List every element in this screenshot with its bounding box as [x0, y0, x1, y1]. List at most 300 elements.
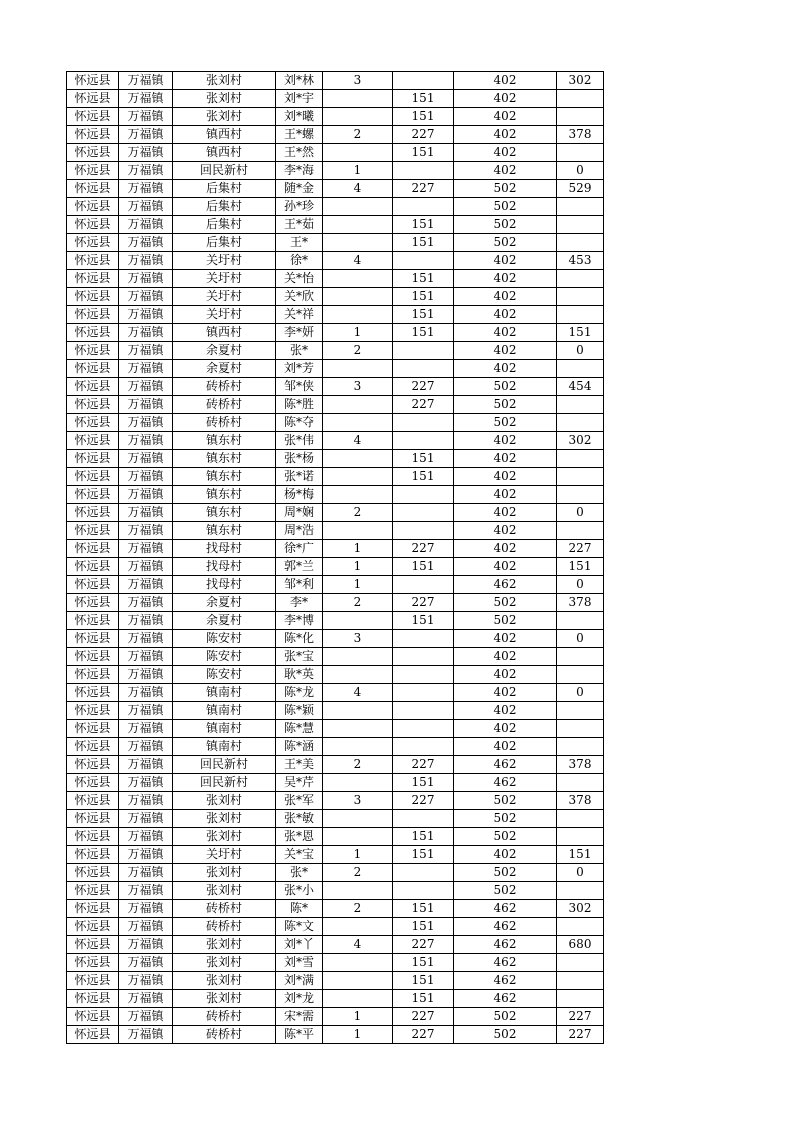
amount-cell — [557, 774, 604, 792]
county-cell: 怀远县 — [67, 450, 119, 468]
village-cell: 张刘村 — [173, 954, 276, 972]
county-cell: 怀远县 — [67, 468, 119, 486]
amount-cell — [557, 990, 604, 1008]
household-size-cell: 2 — [323, 900, 393, 918]
household-size-cell: 2 — [323, 594, 393, 612]
household-size-cell — [323, 450, 393, 468]
household-size-cell: 3 — [323, 792, 393, 810]
household-size-cell: 2 — [323, 342, 393, 360]
town-cell: 万福镇 — [119, 324, 173, 342]
town-cell: 万福镇 — [119, 72, 173, 90]
amount-cell: 529 — [557, 180, 604, 198]
household-size-cell: 1 — [323, 162, 393, 180]
subsidy-cell — [393, 486, 454, 504]
town-cell: 万福镇 — [119, 684, 173, 702]
village-cell: 镇东村 — [173, 522, 276, 540]
town-cell: 万福镇 — [119, 126, 173, 144]
subsidy-cell — [393, 810, 454, 828]
village-cell: 后集村 — [173, 216, 276, 234]
table-row — [67, 684, 604, 702]
name-cell: 陈*颖 — [276, 702, 323, 720]
table-row — [67, 522, 604, 540]
standard-cell: 402 — [454, 432, 557, 450]
table-row — [67, 738, 604, 756]
standard-cell: 502 — [454, 792, 557, 810]
town-cell: 万福镇 — [119, 756, 173, 774]
table-row — [67, 198, 604, 216]
town-cell: 万福镇 — [119, 558, 173, 576]
household-size-cell — [323, 108, 393, 126]
county-cell: 怀远县 — [67, 936, 119, 954]
amount-cell: 0 — [557, 162, 604, 180]
amount-cell: 680 — [557, 936, 604, 954]
name-cell: 刘*林 — [276, 72, 323, 90]
amount-cell — [557, 90, 604, 108]
village-cell: 砖桥村 — [173, 900, 276, 918]
standard-cell: 402 — [454, 486, 557, 504]
table-row — [67, 792, 604, 810]
household-size-cell — [323, 360, 393, 378]
standard-cell: 402 — [454, 468, 557, 486]
town-cell: 万福镇 — [119, 738, 173, 756]
amount-cell — [557, 810, 604, 828]
household-size-cell — [323, 954, 393, 972]
standard-cell: 502 — [454, 882, 557, 900]
town-cell: 万福镇 — [119, 972, 173, 990]
amount-cell — [557, 360, 604, 378]
table-row — [67, 828, 604, 846]
subsidy-cell — [393, 342, 454, 360]
village-cell: 镇东村 — [173, 468, 276, 486]
village-cell: 后集村 — [173, 234, 276, 252]
village-cell: 砖桥村 — [173, 918, 276, 936]
amount-cell: 302 — [557, 900, 604, 918]
name-cell: 李* — [276, 594, 323, 612]
household-size-cell — [323, 198, 393, 216]
subsidy-cell: 151 — [393, 90, 454, 108]
village-cell: 砖桥村 — [173, 414, 276, 432]
village-cell: 砖桥村 — [173, 1008, 276, 1026]
household-size-cell: 1 — [323, 540, 393, 558]
household-size-cell: 2 — [323, 126, 393, 144]
table-row — [67, 144, 604, 162]
village-cell: 张刘村 — [173, 792, 276, 810]
town-cell: 万福镇 — [119, 288, 173, 306]
village-cell: 找母村 — [173, 540, 276, 558]
amount-cell: 378 — [557, 594, 604, 612]
county-cell: 怀远县 — [67, 90, 119, 108]
county-cell: 怀远县 — [67, 108, 119, 126]
amount-cell: 151 — [557, 558, 604, 576]
village-cell: 回民新村 — [173, 756, 276, 774]
standard-cell: 402 — [454, 270, 557, 288]
county-cell: 怀远县 — [67, 954, 119, 972]
table-row — [67, 666, 604, 684]
standard-cell: 402 — [454, 540, 557, 558]
amount-cell: 378 — [557, 756, 604, 774]
standard-cell: 502 — [454, 594, 557, 612]
county-cell: 怀远县 — [67, 684, 119, 702]
name-cell: 李*海 — [276, 162, 323, 180]
village-cell: 砖桥村 — [173, 1026, 276, 1044]
village-cell: 镇西村 — [173, 126, 276, 144]
table-row — [67, 504, 604, 522]
standard-cell: 462 — [454, 918, 557, 936]
town-cell: 万福镇 — [119, 396, 173, 414]
table-row — [67, 594, 604, 612]
village-cell: 关圩村 — [173, 306, 276, 324]
household-size-cell: 1 — [323, 558, 393, 576]
household-size-cell: 1 — [323, 846, 393, 864]
name-cell: 张*伟 — [276, 432, 323, 450]
town-cell: 万福镇 — [119, 702, 173, 720]
standard-cell: 502 — [454, 198, 557, 216]
county-cell: 怀远县 — [67, 216, 119, 234]
name-cell: 王*然 — [276, 144, 323, 162]
household-size-cell — [323, 144, 393, 162]
village-cell: 关圩村 — [173, 270, 276, 288]
name-cell: 刘*雪 — [276, 954, 323, 972]
county-cell: 怀远县 — [67, 432, 119, 450]
county-cell: 怀远县 — [67, 324, 119, 342]
county-cell: 怀远县 — [67, 846, 119, 864]
standard-cell: 402 — [454, 126, 557, 144]
table-row — [67, 180, 604, 198]
name-cell: 关*欣 — [276, 288, 323, 306]
county-cell: 怀远县 — [67, 540, 119, 558]
amount-cell — [557, 612, 604, 630]
amount-cell: 0 — [557, 630, 604, 648]
town-cell: 万福镇 — [119, 828, 173, 846]
subsidy-cell: 151 — [393, 972, 454, 990]
town-cell: 万福镇 — [119, 522, 173, 540]
village-cell: 张刘村 — [173, 108, 276, 126]
table-row — [67, 324, 604, 342]
town-cell: 万福镇 — [119, 990, 173, 1008]
amount-cell — [557, 414, 604, 432]
county-cell: 怀远县 — [67, 144, 119, 162]
standard-cell: 502 — [454, 414, 557, 432]
table-row — [67, 414, 604, 432]
amount-cell: 0 — [557, 864, 604, 882]
table-row — [67, 648, 604, 666]
table-row — [67, 162, 604, 180]
subsidy-cell: 151 — [393, 612, 454, 630]
household-size-cell — [323, 882, 393, 900]
table-row — [67, 486, 604, 504]
name-cell: 王*茹 — [276, 216, 323, 234]
subsidy-cell: 151 — [393, 828, 454, 846]
subsidy-cell: 151 — [393, 918, 454, 936]
standard-cell: 402 — [454, 738, 557, 756]
subsidy-cell: 151 — [393, 108, 454, 126]
name-cell: 刘*宇 — [276, 90, 323, 108]
amount-cell — [557, 882, 604, 900]
table-row — [67, 846, 604, 864]
table-row — [67, 270, 604, 288]
county-cell: 怀远县 — [67, 486, 119, 504]
table-row — [67, 360, 604, 378]
household-size-cell: 4 — [323, 936, 393, 954]
standard-cell: 402 — [454, 288, 557, 306]
subsidy-cell — [393, 738, 454, 756]
name-cell: 张* — [276, 342, 323, 360]
county-cell: 怀远县 — [67, 738, 119, 756]
name-cell: 宋*需 — [276, 1008, 323, 1026]
subsidy-cell — [393, 360, 454, 378]
standard-cell: 402 — [454, 162, 557, 180]
name-cell: 陈*胜 — [276, 396, 323, 414]
household-size-cell: 4 — [323, 252, 393, 270]
town-cell: 万福镇 — [119, 630, 173, 648]
standard-cell: 402 — [454, 342, 557, 360]
county-cell: 怀远县 — [67, 630, 119, 648]
name-cell: 刘*丫 — [276, 936, 323, 954]
household-size-cell — [323, 612, 393, 630]
village-cell: 陈安村 — [173, 630, 276, 648]
amount-cell — [557, 666, 604, 684]
table-row — [67, 900, 604, 918]
table-row — [67, 720, 604, 738]
subsidy-cell — [393, 504, 454, 522]
table-row — [67, 216, 604, 234]
town-cell: 万福镇 — [119, 432, 173, 450]
county-cell: 怀远县 — [67, 378, 119, 396]
table-row — [67, 126, 604, 144]
county-cell: 怀远县 — [67, 864, 119, 882]
village-cell: 后集村 — [173, 180, 276, 198]
town-cell: 万福镇 — [119, 378, 173, 396]
table-row — [67, 702, 604, 720]
table-row — [67, 972, 604, 990]
town-cell: 万福镇 — [119, 216, 173, 234]
name-cell: 李*妍 — [276, 324, 323, 342]
county-cell: 怀远县 — [67, 612, 119, 630]
village-cell: 镇西村 — [173, 324, 276, 342]
data-table — [66, 71, 604, 1044]
village-cell: 余夏村 — [173, 594, 276, 612]
standard-cell: 402 — [454, 360, 557, 378]
subsidy-cell: 227 — [393, 540, 454, 558]
amount-cell — [557, 216, 604, 234]
household-size-cell — [323, 702, 393, 720]
subsidy-cell: 151 — [393, 900, 454, 918]
county-cell: 怀远县 — [67, 198, 119, 216]
household-size-cell: 1 — [323, 324, 393, 342]
household-size-cell: 3 — [323, 630, 393, 648]
county-cell: 怀远县 — [67, 594, 119, 612]
name-cell: 吴*芹 — [276, 774, 323, 792]
amount-cell — [557, 828, 604, 846]
standard-cell: 402 — [454, 90, 557, 108]
standard-cell: 502 — [454, 180, 557, 198]
amount-cell: 227 — [557, 540, 604, 558]
standard-cell: 402 — [454, 846, 557, 864]
standard-cell: 402 — [454, 504, 557, 522]
county-cell: 怀远县 — [67, 558, 119, 576]
county-cell: 怀远县 — [67, 792, 119, 810]
amount-cell — [557, 918, 604, 936]
name-cell: 王* — [276, 234, 323, 252]
town-cell: 万福镇 — [119, 90, 173, 108]
name-cell: 耿*英 — [276, 666, 323, 684]
amount-cell: 302 — [557, 432, 604, 450]
town-cell: 万福镇 — [119, 900, 173, 918]
standard-cell: 402 — [454, 144, 557, 162]
amount-cell — [557, 702, 604, 720]
county-cell: 怀远县 — [67, 396, 119, 414]
village-cell: 砖桥村 — [173, 378, 276, 396]
subsidy-cell: 151 — [393, 234, 454, 252]
name-cell: 张*敏 — [276, 810, 323, 828]
village-cell: 张刘村 — [173, 72, 276, 90]
table-row — [67, 1008, 604, 1026]
county-cell: 怀远县 — [67, 504, 119, 522]
county-cell: 怀远县 — [67, 576, 119, 594]
town-cell: 万福镇 — [119, 306, 173, 324]
household-size-cell — [323, 990, 393, 1008]
town-cell: 万福镇 — [119, 504, 173, 522]
table-row — [67, 252, 604, 270]
name-cell: 陈*夺 — [276, 414, 323, 432]
amount-cell — [557, 234, 604, 252]
name-cell: 陈*化 — [276, 630, 323, 648]
name-cell: 张* — [276, 864, 323, 882]
household-size-cell — [323, 738, 393, 756]
table-row — [67, 918, 604, 936]
standard-cell: 402 — [454, 324, 557, 342]
village-cell: 镇东村 — [173, 486, 276, 504]
name-cell: 张*诺 — [276, 468, 323, 486]
household-size-cell: 1 — [323, 1026, 393, 1044]
subsidy-cell: 227 — [393, 756, 454, 774]
amount-cell — [557, 738, 604, 756]
amount-cell — [557, 144, 604, 162]
town-cell: 万福镇 — [119, 1008, 173, 1026]
town-cell: 万福镇 — [119, 810, 173, 828]
household-size-cell — [323, 918, 393, 936]
county-cell: 怀远县 — [67, 774, 119, 792]
subsidy-cell — [393, 522, 454, 540]
county-cell: 怀远县 — [67, 234, 119, 252]
town-cell: 万福镇 — [119, 882, 173, 900]
name-cell: 刘*满 — [276, 972, 323, 990]
amount-cell — [557, 486, 604, 504]
amount-cell: 453 — [557, 252, 604, 270]
amount-cell: 0 — [557, 342, 604, 360]
amount-cell: 302 — [557, 72, 604, 90]
name-cell: 随*金 — [276, 180, 323, 198]
table-row — [67, 810, 604, 828]
county-cell: 怀远县 — [67, 990, 119, 1008]
amount-cell: 0 — [557, 576, 604, 594]
standard-cell: 402 — [454, 720, 557, 738]
table-row — [67, 954, 604, 972]
household-size-cell — [323, 414, 393, 432]
household-size-cell — [323, 774, 393, 792]
county-cell: 怀远县 — [67, 1026, 119, 1044]
village-cell: 张刘村 — [173, 972, 276, 990]
name-cell: 刘*芳 — [276, 360, 323, 378]
standard-cell: 462 — [454, 576, 557, 594]
household-size-cell — [323, 486, 393, 504]
standard-cell: 462 — [454, 972, 557, 990]
household-size-cell: 4 — [323, 684, 393, 702]
household-size-cell: 4 — [323, 432, 393, 450]
amount-cell — [557, 720, 604, 738]
county-cell: 怀远县 — [67, 702, 119, 720]
village-cell: 张刘村 — [173, 828, 276, 846]
household-size-cell: 3 — [323, 72, 393, 90]
village-cell: 回民新村 — [173, 162, 276, 180]
amount-cell: 227 — [557, 1008, 604, 1026]
county-cell: 怀远县 — [67, 270, 119, 288]
village-cell: 余夏村 — [173, 342, 276, 360]
name-cell: 陈*平 — [276, 1026, 323, 1044]
town-cell: 万福镇 — [119, 594, 173, 612]
subsidy-cell — [393, 648, 454, 666]
subsidy-cell: 151 — [393, 846, 454, 864]
table-row — [67, 72, 604, 90]
village-cell: 张刘村 — [173, 810, 276, 828]
standard-cell: 402 — [454, 252, 557, 270]
subsidy-cell: 151 — [393, 288, 454, 306]
name-cell: 邹*利 — [276, 576, 323, 594]
name-cell: 陈*龙 — [276, 684, 323, 702]
town-cell: 万福镇 — [119, 234, 173, 252]
household-size-cell — [323, 234, 393, 252]
county-cell: 怀远县 — [67, 522, 119, 540]
village-cell: 回民新村 — [173, 774, 276, 792]
county-cell: 怀远县 — [67, 720, 119, 738]
county-cell: 怀远县 — [67, 666, 119, 684]
household-size-cell — [323, 270, 393, 288]
county-cell: 怀远县 — [67, 756, 119, 774]
household-size-cell: 1 — [323, 576, 393, 594]
village-cell: 张刘村 — [173, 864, 276, 882]
standard-cell: 402 — [454, 630, 557, 648]
name-cell: 张*杨 — [276, 450, 323, 468]
amount-cell: 0 — [557, 504, 604, 522]
village-cell: 后集村 — [173, 198, 276, 216]
household-size-cell — [323, 810, 393, 828]
subsidy-cell: 151 — [393, 450, 454, 468]
name-cell: 周*娴 — [276, 504, 323, 522]
village-cell: 镇东村 — [173, 450, 276, 468]
county-cell: 怀远县 — [67, 126, 119, 144]
subsidy-cell — [393, 864, 454, 882]
village-cell: 镇南村 — [173, 684, 276, 702]
town-cell: 万福镇 — [119, 648, 173, 666]
name-cell: 徐* — [276, 252, 323, 270]
town-cell: 万福镇 — [119, 108, 173, 126]
subsidy-cell: 227 — [393, 594, 454, 612]
household-size-cell: 3 — [323, 378, 393, 396]
table-row — [67, 774, 604, 792]
standard-cell: 402 — [454, 648, 557, 666]
household-size-cell: 1 — [323, 1008, 393, 1026]
standard-cell: 402 — [454, 450, 557, 468]
county-cell: 怀远县 — [67, 972, 119, 990]
subsidy-cell — [393, 630, 454, 648]
county-cell: 怀远县 — [67, 414, 119, 432]
town-cell: 万福镇 — [119, 180, 173, 198]
standard-cell: 462 — [454, 774, 557, 792]
amount-cell: 378 — [557, 792, 604, 810]
village-cell: 陈安村 — [173, 666, 276, 684]
table-row — [67, 468, 604, 486]
amount-cell — [557, 450, 604, 468]
